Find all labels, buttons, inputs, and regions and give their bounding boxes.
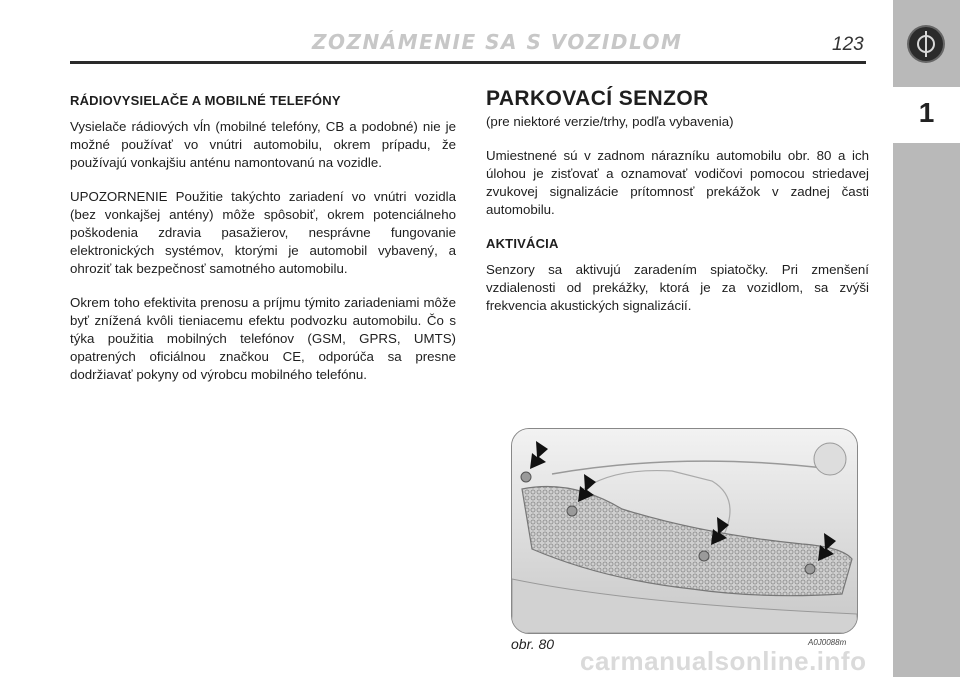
left-column xyxy=(70,92,456,400)
alfa-romeo-logo-icon xyxy=(909,27,943,61)
rear-bumper-figure xyxy=(511,428,858,634)
header-rule xyxy=(70,61,866,64)
paragraph-efficiency: Okrem toho efektivita prenosu a príjmu týmito zariadeniami môže byť znížená kvôli tieniacemu efektu podvozku automobilu. Čo s týka použitia mobilných telefónov (GSM, GPRS, UMTS) opatrených oficiálnou značkou CE, odporúča sa presne dodržiavať pokyny od výrobcu mobilného telefónu. xyxy=(70,295,456,382)
rear-bumper-illustration xyxy=(512,429,857,633)
right-column xyxy=(486,87,869,331)
page-number: 123 xyxy=(832,34,864,55)
sensor-3 xyxy=(699,551,709,561)
parking-sensor-heading: PARKOVACÍ SENZOR xyxy=(486,87,709,110)
paragraph-activation: Senzory sa aktivujú zaradením spiatočky. Pri zmenšení vzdialenosti od prekážky, ktorá je za vozidlom, sa zvýši frekvencia akustických signalizácií. xyxy=(486,262,869,313)
activation-heading: AKTIVÁCIA xyxy=(486,236,559,251)
sensor-1 xyxy=(521,472,531,482)
parking-sensor-subtitle: (pre niektoré verzie/trhy, podľa vybavenia) xyxy=(486,114,734,129)
paragraph-warning: UPOZORNENIE Použitie takýchto zariadení vo vnútri vozidla (bez vonkajšej antény) môže spôsobiť, okrem potenciálneho poškodenia zdravia pasažierov, nesprávne fungovanie elektronických systémov, ktorými je automobil vybavený, a ohroziť tak bezpečnosť samotného automobilu. xyxy=(70,189,456,276)
sensor-4 xyxy=(805,564,815,574)
paragraph-sensor-location: Umiestnené sú v zadnom nárazníku automobilu obr. 80 a ich úlohou je zisťovať a oznamovať vodičovi pomocou striedavej zvukovej signalizácie prítomnosť prekážok v zadnej časti automobilu. xyxy=(486,148,869,217)
figure-caption: obr. 80 xyxy=(511,636,555,652)
figure-code: A0J0088m xyxy=(808,638,847,647)
chapter-tab[interactable] xyxy=(893,87,960,143)
page-header-title: ZOZNÁMENIE SA S VOZIDLOM xyxy=(312,30,683,54)
sensor-2 xyxy=(567,506,577,516)
paragraph-transmitters: Vysielače rádiových vĺn (mobilné telefóny, CB a podobné) nie je možné používať vo vnútri automobilu, okrem prípadu, že používajú vonkajšiu anténu namontovanú na vozidle. xyxy=(70,119,456,170)
watermark: carmanualsonline.info xyxy=(580,646,867,676)
chapter-number: 1 xyxy=(918,97,935,128)
radio-transmitters-heading: RÁDIOVYSIELAČE A MOBILNÉ TELEFÓNY xyxy=(70,93,341,108)
